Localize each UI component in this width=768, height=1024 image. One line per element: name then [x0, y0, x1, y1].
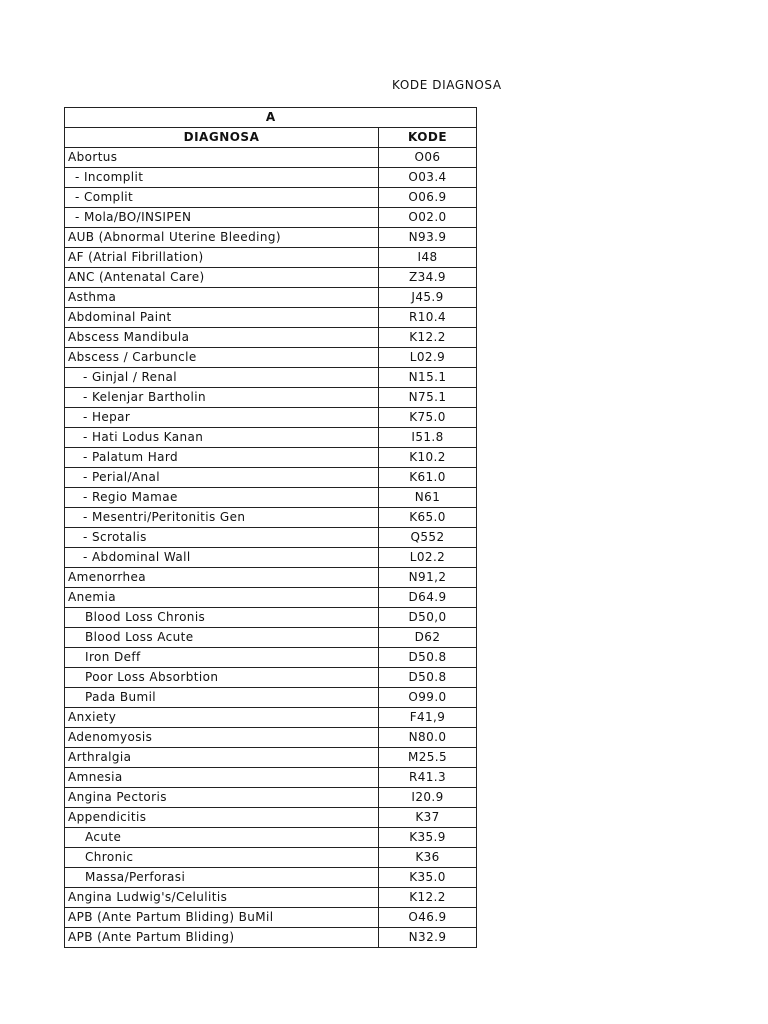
table-row	[65, 508, 477, 528]
diagnosa-cell: Acute	[65, 828, 379, 848]
table-row	[65, 608, 477, 628]
table-row	[65, 688, 477, 708]
kode-cell: K35.0	[379, 868, 477, 888]
diagnosa-cell: Blood Loss Acute	[65, 628, 379, 648]
column-header-kode: KODE	[379, 128, 477, 148]
diagnosa-cell: - Mola/BO/INSIPEN	[65, 208, 379, 228]
diagnosa-cell: Abscess Mandibula	[65, 328, 379, 348]
diagnosa-cell: Anxiety	[65, 708, 379, 728]
diagnosa-cell: - Hepar	[65, 408, 379, 428]
kode-cell: I20.9	[379, 788, 477, 808]
table-row	[65, 428, 477, 448]
table-row	[65, 848, 477, 868]
kode-cell: N93.9	[379, 228, 477, 248]
table-row	[65, 388, 477, 408]
table-row	[65, 528, 477, 548]
table-row	[65, 188, 477, 208]
kode-cell: J45.9	[379, 288, 477, 308]
table-row	[65, 148, 477, 168]
kode-cell: N15.1	[379, 368, 477, 388]
diagnosa-cell: - Complit	[65, 188, 379, 208]
diagnosa-cell: Blood Loss Chronis	[65, 608, 379, 628]
table-row	[65, 748, 477, 768]
kode-cell: O06.9	[379, 188, 477, 208]
table-row	[65, 548, 477, 568]
diagnosa-cell: AUB (Abnormal Uterine Bleeding)	[65, 228, 379, 248]
table-row	[65, 768, 477, 788]
table-row	[65, 468, 477, 488]
diagnosa-cell: - Regio Mamae	[65, 488, 379, 508]
diagnosa-cell: - Mesentri/Peritonitis Gen	[65, 508, 379, 528]
kode-cell: M25.5	[379, 748, 477, 768]
diagnosa-cell: Abortus	[65, 148, 379, 168]
diagnosa-cell: - Scrotalis	[65, 528, 379, 548]
diagnosa-cell: - Palatum Hard	[65, 448, 379, 468]
diagnosa-cell: Abdominal Paint	[65, 308, 379, 328]
kode-cell: D50.8	[379, 668, 477, 688]
table-row	[65, 928, 477, 948]
diagnosa-cell: Amnesia	[65, 768, 379, 788]
diagnosa-cell: Angina Ludwig's/Celulitis	[65, 888, 379, 908]
kode-cell: O03.4	[379, 168, 477, 188]
kode-cell: F41,9	[379, 708, 477, 728]
table-row	[65, 268, 477, 288]
kode-cell: D50.8	[379, 648, 477, 668]
table-row	[65, 168, 477, 188]
diagnosa-cell: ANC (Antenatal Care)	[65, 268, 379, 288]
kode-cell: O46.9	[379, 908, 477, 928]
table-row	[65, 868, 477, 888]
table-row	[65, 668, 477, 688]
section-letter: A	[65, 108, 477, 128]
kode-cell: I48	[379, 248, 477, 268]
table-row	[65, 828, 477, 848]
table-row	[65, 288, 477, 308]
table-row	[65, 908, 477, 928]
kode-cell: L02.2	[379, 548, 477, 568]
kode-cell: K75.0	[379, 408, 477, 428]
kode-cell: I51.8	[379, 428, 477, 448]
diagnosa-cell: Massa/Perforasi	[65, 868, 379, 888]
table-row	[65, 588, 477, 608]
table-row	[65, 628, 477, 648]
kode-cell: N91,2	[379, 568, 477, 588]
diagnosa-cell: - Ginjal / Renal	[65, 368, 379, 388]
diagnosa-cell: Pada Bumil	[65, 688, 379, 708]
diagnosa-cell: Amenorrhea	[65, 568, 379, 588]
table-row	[65, 208, 477, 228]
diagnosa-cell: Appendicitis	[65, 808, 379, 828]
kode-cell: L02.9	[379, 348, 477, 368]
diagnosa-cell: - Hati Lodus Kanan	[65, 428, 379, 448]
table-row	[65, 448, 477, 468]
table-row	[65, 328, 477, 348]
diagnosa-cell: Adenomyosis	[65, 728, 379, 748]
table-row	[65, 348, 477, 368]
table-row	[65, 568, 477, 588]
table-row	[65, 728, 477, 748]
table-row	[65, 248, 477, 268]
kode-cell: K65.0	[379, 508, 477, 528]
diagnosa-cell: APB (Ante Partum Bliding) BuMil	[65, 908, 379, 928]
kode-cell: O06	[379, 148, 477, 168]
kode-cell: K12.2	[379, 328, 477, 348]
kode-cell: K37	[379, 808, 477, 828]
diagnosa-cell: AF (Atrial Fibrillation)	[65, 248, 379, 268]
kode-cell: Q552	[379, 528, 477, 548]
diagnosa-cell: - Incomplit	[65, 168, 379, 188]
table-row	[65, 808, 477, 828]
diagnosa-cell: - Perial/Anal	[65, 468, 379, 488]
kode-cell: Z34.9	[379, 268, 477, 288]
diagnosis-code-table	[64, 107, 477, 948]
diagnosa-cell: Anemia	[65, 588, 379, 608]
kode-cell: O99.0	[379, 688, 477, 708]
table-row	[65, 408, 477, 428]
kode-cell: K36	[379, 848, 477, 868]
kode-cell: K12.2	[379, 888, 477, 908]
diagnosa-cell: Poor Loss Absorbtion	[65, 668, 379, 688]
diagnosa-cell: APB (Ante Partum Bliding)	[65, 928, 379, 948]
table-row	[65, 308, 477, 328]
table-row	[65, 488, 477, 508]
kode-cell: K61.0	[379, 468, 477, 488]
table-row	[65, 708, 477, 728]
kode-cell: N80.0	[379, 728, 477, 748]
diagnosa-cell: Asthma	[65, 288, 379, 308]
table-body	[65, 108, 477, 948]
diagnosa-cell: Angina Pectoris	[65, 788, 379, 808]
kode-cell: N75.1	[379, 388, 477, 408]
kode-cell: D50,0	[379, 608, 477, 628]
section-row	[65, 108, 477, 128]
table-row	[65, 888, 477, 908]
header-row	[65, 128, 477, 148]
kode-cell: K10.2	[379, 448, 477, 468]
kode-cell: D64.9	[379, 588, 477, 608]
kode-cell: N61	[379, 488, 477, 508]
table-row	[65, 648, 477, 668]
diagnosa-cell: Abscess / Carbuncle	[65, 348, 379, 368]
diagnosa-cell: - Kelenjar Bartholin	[65, 388, 379, 408]
kode-cell: O02.0	[379, 208, 477, 228]
kode-cell: N32.9	[379, 928, 477, 948]
diagnosa-cell: Chronic	[65, 848, 379, 868]
table-row	[65, 228, 477, 248]
table-row	[65, 368, 477, 388]
diagnosa-cell: Iron Deff	[65, 648, 379, 668]
diagnosa-cell: - Abdominal Wall	[65, 548, 379, 568]
kode-cell: R10.4	[379, 308, 477, 328]
kode-cell: D62	[379, 628, 477, 648]
kode-cell: R41.3	[379, 768, 477, 788]
page-title: KODE DIAGNOSA	[392, 78, 502, 92]
kode-cell: K35.9	[379, 828, 477, 848]
diagnosa-cell: Arthralgia	[65, 748, 379, 768]
column-header-diagnosa: DIAGNOSA	[65, 128, 379, 148]
table-row	[65, 788, 477, 808]
